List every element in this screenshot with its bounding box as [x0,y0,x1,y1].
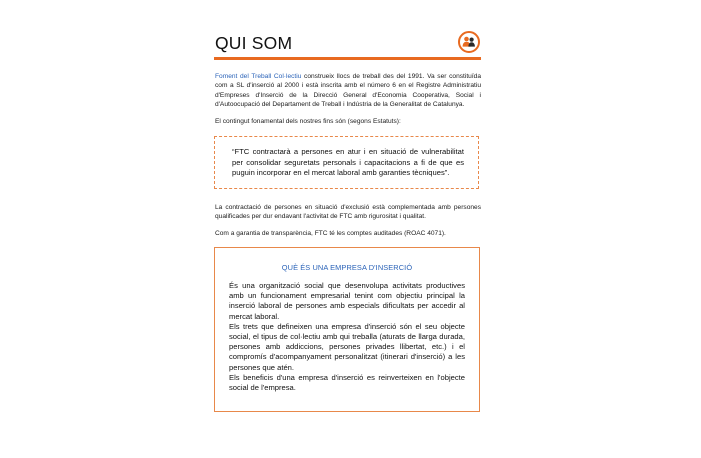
header [214,30,482,56]
info-box-text [229,281,465,393]
statutes-quote-box [214,136,479,189]
title-underline [214,57,481,60]
garantia-paragraph: Com a garantia de transparència, FTC té les comptes auditades (ROAC 4071). [215,230,446,237]
document-page [214,30,482,56]
info-paragraph-benefits: Els beneficis d'una empresa d'inserció es reinverteixen en l'objecte social de l'empresa. [229,372,465,393]
info-box-title: QUÈ ÉS UNA EMPRESA D'INSERCIÓ [281,263,413,272]
info-box [214,247,480,412]
info-paragraph-traits: Els trets que defineixen una empresa d'inserció són el seu objecte social, el tipus de col·lectiu amb qui treballa (aturats de llarga durada, persones amb addiccions, persones privades llibertat, etc.) i el compromís d'acompanyament personalitzat (itinerari d'inserció) a les persones que atén. [229,321,465,372]
page-title: QUI SOM [215,33,293,53]
contingut-paragraph: El contingut fonamental dels nostres fins són (segons Estatuts): [215,118,401,125]
organization-link[interactable]: Foment del Treball Col·lectiu [215,73,302,80]
info-paragraph-definition: És una organització social que desenvolupa activitats productives amb un funcionament empresarial tenint com objectiu principal la inserció laboral de persones amb especials dificultats per accedir al mercat laboral. [229,281,465,321]
intro-text: construeix llocs de treball des del 1991. Va ser constituïda com a SL d'inserció al 2000 i està inscrita amb el número 6 en el Registre Administratiu d'Empreses d'Inserció de la Direcció General d'Economia Cooperativa, Social i d'Autoocupació del Departament de Treball i Indústria de la Generalitat de Catalunya. [215,73,481,109]
people-circle-icon [458,31,480,53]
statutes-quote: “FTC contractarà a persones en atur i en situació de vulnerabilitat per consolidar seguretats personals i capacitacions a fi de que es puguin incorporar en el mercat laboral amb garanties tècniques”. [232,147,464,178]
intro-paragraph [215,72,481,110]
contractacio-paragraph: La contractació de persones en situació d'exclusió està complementada amb persones qualificades per dur endavant l'activitat de FTC amb rigurositat i qualitat. [215,204,481,221]
